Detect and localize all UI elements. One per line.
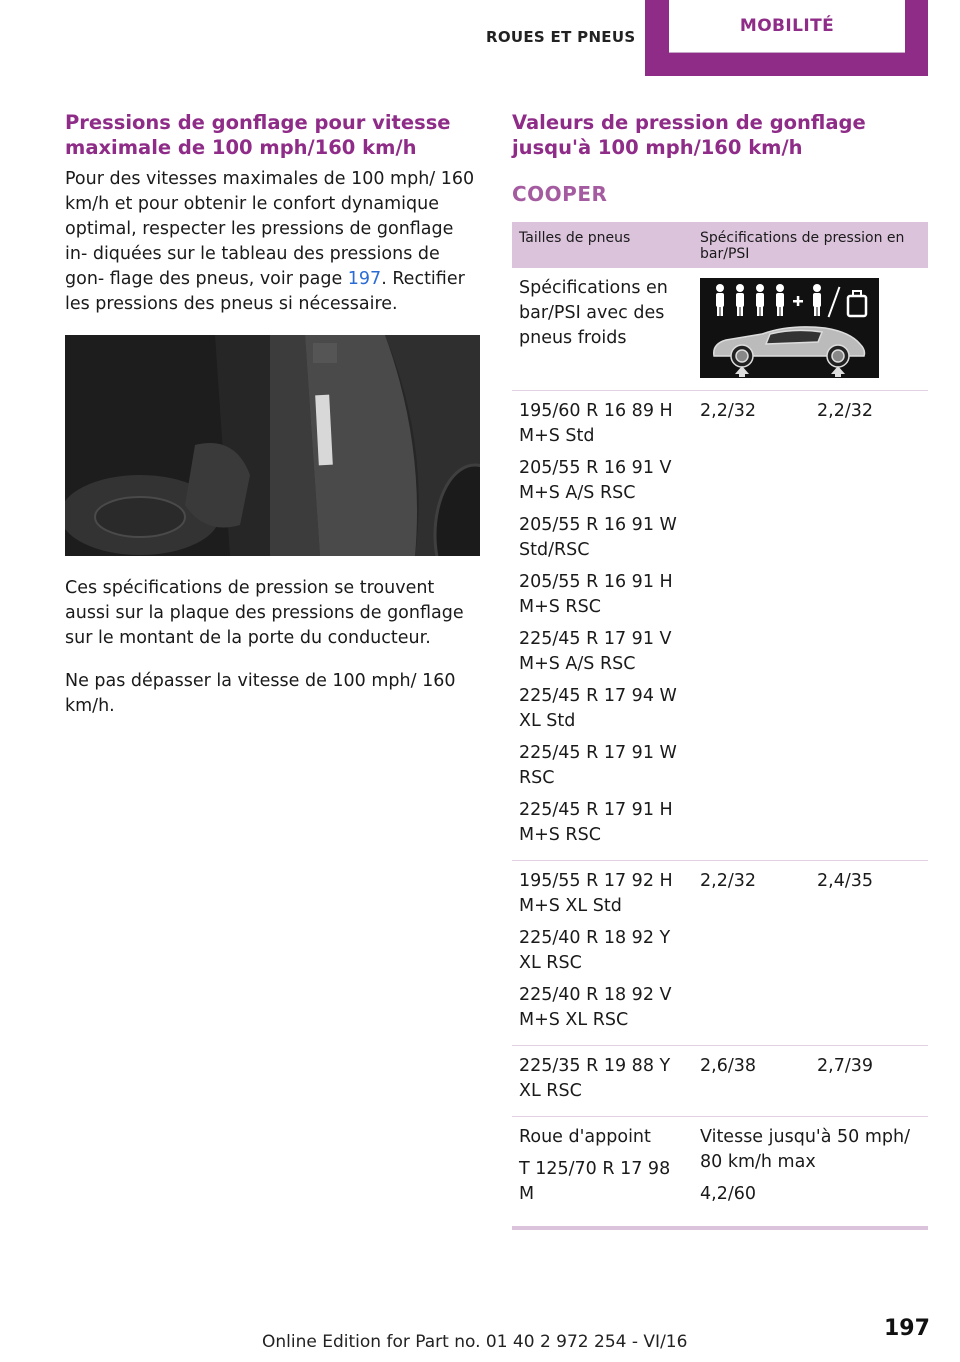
tire-size-list — [512, 861, 693, 1046]
tire-size: 225/40 R 18 92 Y XL RSC — [519, 928, 671, 973]
pressure-full-load: 2,2/32 — [810, 391, 928, 861]
section-title: ROUES ET PNEUS — [486, 28, 636, 46]
page-link[interactable]: 197 — [347, 269, 382, 289]
table-row — [512, 861, 928, 1046]
pressure-normal-load: 2,2/32 — [693, 391, 810, 861]
load-pictogram — [700, 278, 879, 378]
pressure-full-load: 2,4/35 — [810, 861, 928, 1046]
tire-size: 225/40 R 18 92 V M+S XL RSC — [519, 985, 672, 1030]
tire-size: 205/55 R 16 91 W Std/RSC — [519, 515, 677, 560]
spare-wheel-cell — [512, 1117, 693, 1229]
table-row — [512, 1117, 928, 1229]
table-row — [512, 268, 928, 391]
door-pillar-photo — [65, 335, 480, 556]
tire-size-list — [512, 1046, 693, 1117]
tire-size: 225/45 R 17 91 V M+S A/S RSC — [519, 629, 672, 674]
spare-wheel-pressure-cell — [693, 1117, 928, 1229]
tire-size: 225/35 R 19 88 Y XL RSC — [519, 1056, 671, 1101]
tire-size: 225/45 R 17 91 H M+S RSC — [519, 800, 673, 845]
intro-text-end: . Rectifier les pressions des pneus si nécessaire. — [65, 269, 465, 314]
pressure-normal-load: 2,6/38 — [693, 1046, 810, 1117]
spare-wheel-size: T 125/70 R 17 98 M — [519, 1159, 671, 1204]
tire-size: 225/45 R 17 91 W RSC — [519, 743, 677, 788]
tire-size: 195/60 R 16 89 H M+S Std — [519, 401, 673, 446]
spare-speed-note: Vitesse jusqu'à 50 mph/ 80 km/h max — [700, 1127, 910, 1172]
pressure-normal-load: 2,2/32 — [693, 861, 810, 1046]
location-paragraph: Ces spécifications de pression se trouvent aussi sur la plaque des pressions de gonflage sur le montant de la porte du conducteur. — [65, 578, 464, 648]
speed-warning-paragraph: Ne pas dépasser la vitesse de 100 mph/ 160 km/h. — [65, 671, 456, 716]
spec-label: Spécifications en bar/PSI avec des pneus froids — [512, 268, 693, 391]
right-column — [512, 110, 928, 1230]
pressure-table — [512, 222, 928, 1230]
chapter-tab-label: MOBILITÉ — [669, 0, 905, 53]
header-pressure-spec: Spécifications de pression en bar/PSI — [693, 222, 928, 268]
pressure-full-load: 2,7/39 — [810, 1046, 928, 1117]
edition-footer: Online Edition for Part no. 01 40 2 972 254 - VI/16 — [262, 1332, 688, 1352]
right-heading: Valeurs de pression de gonflage jusqu'à 100 mph/160 km/h — [512, 111, 866, 159]
spare-wheel-label: Roue d'appoint — [519, 1127, 651, 1147]
tire-size: 225/45 R 17 94 W XL Std — [519, 686, 677, 731]
left-heading: Pressions de gonflage pour vitesse maximale de 100 mph/160 km/h — [65, 111, 451, 159]
tire-size: 205/55 R 16 91 H M+S RSC — [519, 572, 673, 617]
spare-pressure-value: 4,2/60 — [700, 1184, 756, 1204]
door-pillar-image — [65, 335, 480, 556]
table-row — [512, 1046, 928, 1117]
tire-size: 195/55 R 17 92 H M+S XL Std — [519, 871, 673, 916]
tire-size: 205/55 R 16 91 V M+S A/S RSC — [519, 458, 672, 503]
intro-text: Pour des vitesses maximales de 100 mph/ 160 km/h et pour obtenir le confort dynamique optimal, respecter les pressions de gonflage in‐ diquées sur le tableau des pressions de gon‐ flage des pneus, voir page — [65, 169, 475, 289]
table-header-row — [512, 222, 928, 268]
model-subheading: COOPER — [512, 182, 608, 206]
page-number: 197 — [884, 1316, 930, 1341]
tire-size-list — [512, 391, 693, 861]
header-tire-sizes: Tailles de pneus — [512, 222, 693, 268]
load-pictogram-cell — [693, 268, 928, 391]
chapter-tab — [645, 0, 928, 76]
table-row — [512, 391, 928, 861]
left-column — [65, 110, 480, 737]
intro-paragraph — [65, 167, 480, 317]
